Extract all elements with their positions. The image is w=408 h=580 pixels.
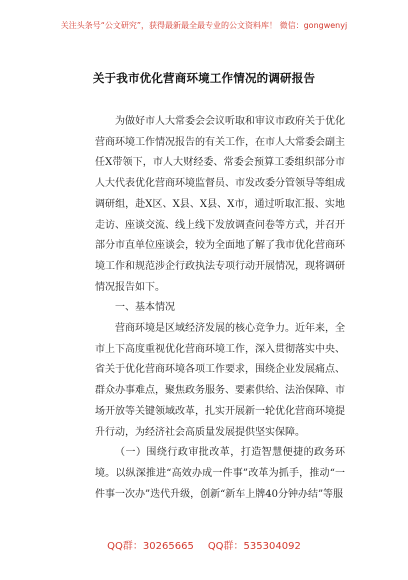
document-body [95, 112, 345, 505]
promo-banner: 关注头条号“公文研究”，获得最新最全最专业的公文资料库！ 微信：gongwenyj [60, 21, 348, 30]
intro-paragraph: 为做好市人大常委会会议听取和审议市政府关于优化营商环境工作情况报告的有关工作，在市人大常委会副主任X带领下，市人大财经委、常委会预算工委组织部分市人大代表优化营商环境监督员、市发改委分管领导等组成调研组，赴X区、X县、X县、X市，通过听取汇报、实地走访、座谈交流、线上线下发放调查问卷等方式，并召开部分市直单位座谈会，较为全面地了解了我市优化营商环境工作和规范涉企行政执法专项行动开展情况，现将调研情况报告如下。 [95, 116, 345, 293]
section-paragraph: 营商环境是区域经济发展的核心竞争力。近年来，全市上下高度重视优化营商环境工作，深入贯彻落实中央、省关于优化营商环境各项工作要求，围绕企业发展痛点、群众办事难点，聚焦政务服务、要素供给、法治保障、市场开放等关键领域改革，扎实开展新一轮优化营商环境提升行动，为经济社会高质量发展提供坚实保障。 [95, 323, 345, 438]
section-heading-basic: 一、基本情况 [115, 302, 175, 314]
qq-group-1: QQ群：30265665 [107, 541, 194, 552]
document-title: 关于我市优化营商环境工作情况的调研报告 [92, 71, 316, 85]
qq-group-2: QQ群：535304092 [207, 541, 301, 552]
footer-contact [0, 537, 408, 552]
subsection-paragraph: （一）围绕行政审批改革，打造智慧便捷的政务环境。以纵深推进“高效办成一件事”改革为抓手，推动“一件事一次办”迭代升级，创新“新车上牌40分钟办结”等服 [95, 447, 345, 500]
